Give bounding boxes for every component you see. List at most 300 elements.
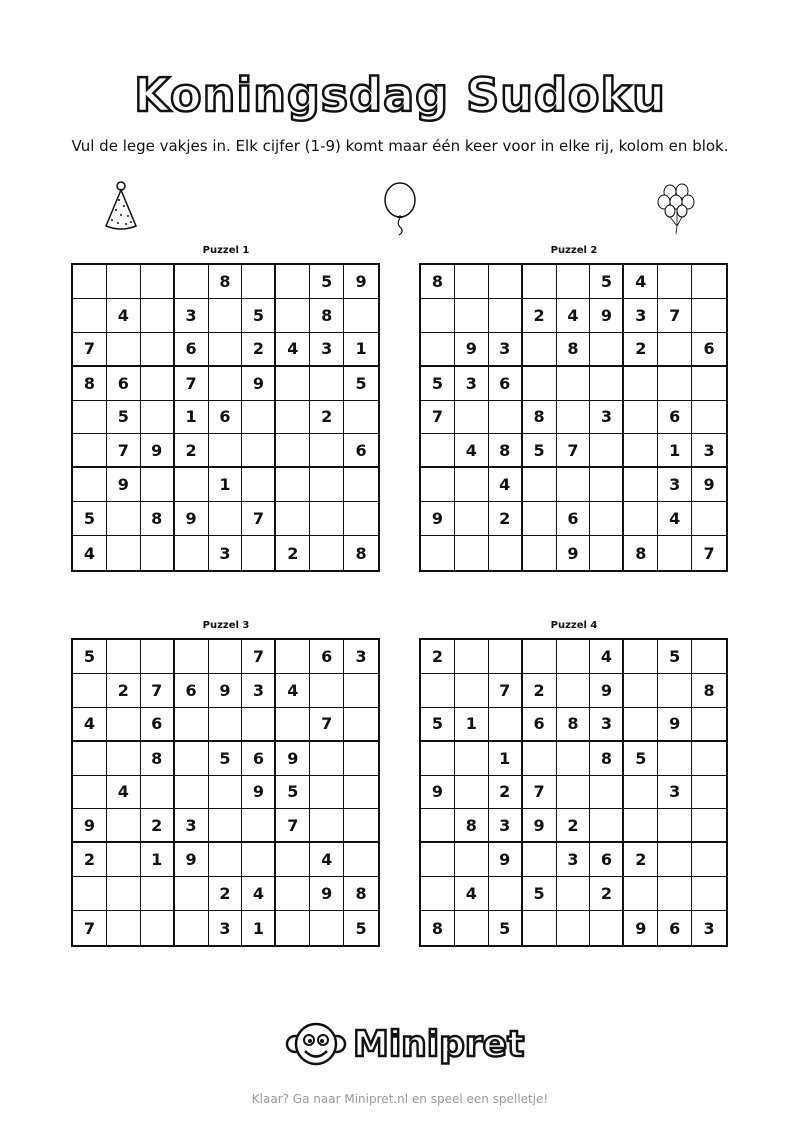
sudoku-cell[interactable]: 6	[209, 401, 243, 435]
sudoku-cell[interactable]	[590, 468, 624, 502]
sudoku-cell[interactable]: 7	[242, 502, 276, 536]
sudoku-cell[interactable]: 7	[421, 401, 455, 435]
sudoku-cell[interactable]	[242, 843, 276, 877]
sudoku-cell[interactable]: 1	[658, 434, 692, 468]
sudoku-cell[interactable]	[107, 843, 141, 877]
sudoku-cell[interactable]	[624, 640, 658, 674]
sudoku-cell[interactable]	[310, 367, 344, 401]
sudoku-cell[interactable]	[523, 502, 557, 536]
sudoku-cell[interactable]	[242, 401, 276, 435]
sudoku-cell[interactable]: 6	[175, 333, 209, 367]
sudoku-cell[interactable]: 3	[658, 776, 692, 810]
sudoku-cell[interactable]	[523, 742, 557, 776]
sudoku-cell[interactable]	[692, 502, 726, 536]
sudoku-cell[interactable]	[455, 299, 489, 333]
sudoku-cell[interactable]	[692, 265, 726, 299]
sudoku-cell[interactable]	[421, 299, 455, 333]
sudoku-cell[interactable]	[523, 367, 557, 401]
sudoku-cell[interactable]	[421, 468, 455, 502]
sudoku-cell[interactable]	[276, 843, 310, 877]
sudoku-cell[interactable]: 3	[344, 640, 378, 674]
sudoku-cell[interactable]	[421, 536, 455, 570]
sudoku-cell[interactable]: 9	[242, 367, 276, 401]
sudoku-cell[interactable]: 5	[590, 265, 624, 299]
sudoku-cell[interactable]	[658, 536, 692, 570]
sudoku-cell[interactable]	[276, 367, 310, 401]
sudoku-cell[interactable]	[344, 674, 378, 708]
sudoku-cell[interactable]: 2	[590, 877, 624, 911]
sudoku-cell[interactable]: 7	[141, 674, 175, 708]
sudoku-cell[interactable]: 5	[73, 502, 107, 536]
sudoku-cell[interactable]	[141, 776, 175, 810]
sudoku-cell[interactable]: 4	[590, 640, 624, 674]
sudoku-cell[interactable]: 8	[624, 536, 658, 570]
sudoku-cell[interactable]: 9	[276, 742, 310, 776]
sudoku-cell[interactable]: 7	[107, 434, 141, 468]
sudoku-cell[interactable]: 6	[658, 911, 692, 945]
sudoku-cell[interactable]	[344, 776, 378, 810]
sudoku-cell[interactable]	[557, 265, 591, 299]
sudoku-cell[interactable]: 5	[523, 434, 557, 468]
sudoku-cell[interactable]: 4	[557, 299, 591, 333]
sudoku-cell[interactable]	[557, 742, 591, 776]
sudoku-cell[interactable]	[242, 434, 276, 468]
sudoku-cell[interactable]: 2	[175, 434, 209, 468]
sudoku-cell[interactable]	[73, 776, 107, 810]
sudoku-cell[interactable]	[624, 502, 658, 536]
sudoku-cell[interactable]	[209, 333, 243, 367]
sudoku-cell[interactable]: 3	[455, 367, 489, 401]
sudoku-cell[interactable]: 9	[310, 877, 344, 911]
sudoku-cell[interactable]	[209, 502, 243, 536]
sudoku-cell[interactable]	[590, 536, 624, 570]
sudoku-cell[interactable]	[489, 877, 523, 911]
sudoku-cell[interactable]	[107, 742, 141, 776]
sudoku-cell[interactable]	[523, 536, 557, 570]
sudoku-cell[interactable]	[141, 265, 175, 299]
sudoku-cell[interactable]: 2	[310, 401, 344, 435]
sudoku-cell[interactable]	[624, 434, 658, 468]
sudoku-cell[interactable]	[421, 674, 455, 708]
sudoku-cell[interactable]: 2	[557, 809, 591, 843]
sudoku-cell[interactable]: 5	[344, 367, 378, 401]
sudoku-cell[interactable]: 8	[557, 333, 591, 367]
sudoku-cell[interactable]: 9	[557, 536, 591, 570]
sudoku-cell[interactable]: 5	[658, 640, 692, 674]
sudoku-cell[interactable]: 6	[557, 502, 591, 536]
sudoku-cell[interactable]: 9	[209, 674, 243, 708]
sudoku-cell[interactable]: 8	[344, 877, 378, 911]
sudoku-cell[interactable]	[658, 333, 692, 367]
sudoku-cell[interactable]	[344, 809, 378, 843]
sudoku-cell[interactable]: 4	[107, 299, 141, 333]
sudoku-cell[interactable]: 5	[523, 877, 557, 911]
sudoku-cell[interactable]: 9	[421, 502, 455, 536]
sudoku-cell[interactable]: 8	[455, 809, 489, 843]
sudoku-cell[interactable]	[209, 776, 243, 810]
sudoku-cell[interactable]: 5	[310, 265, 344, 299]
sudoku-cell[interactable]	[107, 877, 141, 911]
sudoku-cell[interactable]: 3	[310, 333, 344, 367]
sudoku-cell[interactable]	[624, 367, 658, 401]
sudoku-cell[interactable]	[557, 877, 591, 911]
sudoku-cell[interactable]	[141, 536, 175, 570]
sudoku-cell[interactable]	[175, 877, 209, 911]
sudoku-cell[interactable]: 7	[557, 434, 591, 468]
sudoku-cell[interactable]	[455, 911, 489, 945]
sudoku-cell[interactable]: 3	[624, 299, 658, 333]
sudoku-cell[interactable]: 7	[310, 708, 344, 742]
sudoku-cell[interactable]	[692, 367, 726, 401]
sudoku-cell[interactable]	[455, 401, 489, 435]
sudoku-cell[interactable]: 2	[624, 333, 658, 367]
sudoku-cell[interactable]	[107, 536, 141, 570]
sudoku-cell[interactable]	[658, 877, 692, 911]
sudoku-cell[interactable]	[107, 640, 141, 674]
sudoku-cell[interactable]	[658, 809, 692, 843]
sudoku-cell[interactable]	[276, 640, 310, 674]
sudoku-cell[interactable]	[73, 877, 107, 911]
sudoku-cell[interactable]: 6	[310, 640, 344, 674]
sudoku-cell[interactable]: 9	[141, 434, 175, 468]
sudoku-cell[interactable]: 3	[557, 843, 591, 877]
sudoku-cell[interactable]: 5	[624, 742, 658, 776]
sudoku-cell[interactable]	[107, 708, 141, 742]
sudoku-cell[interactable]: 8	[421, 911, 455, 945]
sudoku-cell[interactable]: 5	[489, 911, 523, 945]
sudoku-cell[interactable]	[624, 401, 658, 435]
sudoku-cell[interactable]	[421, 809, 455, 843]
sudoku-cell[interactable]	[557, 468, 591, 502]
sudoku-cell[interactable]	[692, 776, 726, 810]
sudoku-cell[interactable]	[141, 367, 175, 401]
sudoku-cell[interactable]: 8	[209, 265, 243, 299]
sudoku-cell[interactable]: 5	[276, 776, 310, 810]
sudoku-cell[interactable]	[175, 265, 209, 299]
sudoku-cell[interactable]: 4	[107, 776, 141, 810]
sudoku-cell[interactable]	[344, 502, 378, 536]
sudoku-cell[interactable]: 7	[489, 674, 523, 708]
sudoku-cell[interactable]: 2	[107, 674, 141, 708]
sudoku-cell[interactable]: 2	[489, 502, 523, 536]
sudoku-cell[interactable]: 9	[175, 843, 209, 877]
sudoku-cell[interactable]	[624, 674, 658, 708]
sudoku-cell[interactable]: 6	[141, 708, 175, 742]
sudoku-cell[interactable]	[209, 809, 243, 843]
sudoku-cell[interactable]	[141, 468, 175, 502]
sudoku-cell[interactable]: 9	[523, 809, 557, 843]
sudoku-cell[interactable]	[276, 265, 310, 299]
sudoku-cell[interactable]	[209, 843, 243, 877]
sudoku-cell[interactable]	[242, 536, 276, 570]
sudoku-cell[interactable]	[242, 809, 276, 843]
sudoku-cell[interactable]	[489, 401, 523, 435]
sudoku-cell[interactable]	[692, 877, 726, 911]
sudoku-cell[interactable]	[344, 708, 378, 742]
sudoku-cell[interactable]: 2	[73, 843, 107, 877]
sudoku-cell[interactable]: 7	[242, 640, 276, 674]
sudoku-cell[interactable]: 8	[421, 265, 455, 299]
sudoku-cell[interactable]	[242, 468, 276, 502]
sudoku-cell[interactable]: 3	[209, 911, 243, 945]
sudoku-cell[interactable]: 8	[590, 742, 624, 776]
sudoku-cell[interactable]	[455, 674, 489, 708]
sudoku-cell[interactable]: 5	[242, 299, 276, 333]
sudoku-cell[interactable]	[624, 809, 658, 843]
sudoku-cell[interactable]: 7	[703, 543, 715, 563]
sudoku-cell[interactable]: 6	[107, 367, 141, 401]
sudoku-cell[interactable]	[590, 911, 624, 945]
sudoku-cell[interactable]: 2	[421, 640, 455, 674]
sudoku-cell[interactable]	[141, 877, 175, 911]
sudoku-cell[interactable]	[421, 843, 455, 877]
sudoku-cell[interactable]	[141, 911, 175, 945]
sudoku-cell[interactable]	[658, 843, 692, 877]
sudoku-cell[interactable]	[276, 434, 310, 468]
sudoku-cell[interactable]	[455, 468, 489, 502]
sudoku-cell[interactable]	[557, 674, 591, 708]
sudoku-cell[interactable]: 4	[455, 434, 489, 468]
sudoku-cell[interactable]: 2	[489, 776, 523, 810]
sudoku-cell[interactable]: 2	[276, 536, 310, 570]
sudoku-cell[interactable]: 3	[658, 468, 692, 502]
sudoku-cell[interactable]	[310, 468, 344, 502]
sudoku-cell[interactable]	[73, 434, 107, 468]
sudoku-cell[interactable]: 7	[175, 367, 209, 401]
sudoku-cell[interactable]	[344, 299, 378, 333]
sudoku-cell[interactable]	[242, 708, 276, 742]
sudoku-cell[interactable]	[692, 742, 726, 776]
sudoku-cell[interactable]	[344, 401, 378, 435]
sudoku-cell[interactable]: 9	[73, 809, 107, 843]
sudoku-cell[interactable]: 3	[209, 536, 243, 570]
sudoku-cell[interactable]: 4	[73, 536, 107, 570]
sudoku-cell[interactable]	[590, 434, 624, 468]
sudoku-cell[interactable]	[692, 809, 726, 843]
sudoku-cell[interactable]	[107, 809, 141, 843]
sudoku-cell[interactable]	[107, 265, 141, 299]
sudoku-cell[interactable]: 1	[141, 843, 175, 877]
sudoku-cell[interactable]: 2	[523, 674, 557, 708]
sudoku-cell[interactable]	[421, 333, 455, 367]
sudoku-cell[interactable]	[73, 468, 107, 502]
sudoku-cell[interactable]	[141, 640, 175, 674]
sudoku-cell[interactable]: 2	[209, 877, 243, 911]
sudoku-cell[interactable]	[276, 911, 310, 945]
sudoku-cell[interactable]	[310, 742, 344, 776]
sudoku-cell[interactable]: 3	[489, 333, 523, 367]
sudoku-cell[interactable]: 9	[344, 265, 378, 299]
sudoku-cell[interactable]: 6	[489, 367, 523, 401]
sudoku-cell[interactable]	[590, 367, 624, 401]
sudoku-cell[interactable]	[175, 468, 209, 502]
sudoku-cell[interactable]	[557, 911, 591, 945]
sudoku-cell[interactable]: 4	[624, 265, 658, 299]
sudoku-cell[interactable]	[624, 468, 658, 502]
sudoku-cell[interactable]	[489, 299, 523, 333]
sudoku-cell[interactable]	[310, 674, 344, 708]
sudoku-cell[interactable]: 5	[107, 401, 141, 435]
sudoku-cell[interactable]	[523, 265, 557, 299]
sudoku-cell[interactable]: 3	[590, 708, 624, 742]
sudoku-cell[interactable]: 2	[141, 809, 175, 843]
sudoku-cell[interactable]	[421, 434, 455, 468]
sudoku-cell[interactable]	[73, 265, 107, 299]
sudoku-cell[interactable]	[455, 640, 489, 674]
sudoku-cell[interactable]	[310, 776, 344, 810]
sudoku-cell[interactable]	[590, 502, 624, 536]
sudoku-cell[interactable]: 5	[421, 708, 455, 742]
sudoku-cell[interactable]	[455, 742, 489, 776]
sudoku-cell[interactable]	[523, 468, 557, 502]
sudoku-cell[interactable]	[73, 299, 107, 333]
sudoku-cell[interactable]	[455, 536, 489, 570]
sudoku-cell[interactable]: 6	[242, 742, 276, 776]
sudoku-cell[interactable]: 7	[523, 776, 557, 810]
sudoku-cell[interactable]	[692, 401, 726, 435]
sudoku-cell[interactable]	[421, 877, 455, 911]
sudoku-cell[interactable]	[276, 502, 310, 536]
sudoku-cell[interactable]: 5	[421, 367, 455, 401]
sudoku-cell[interactable]: 4	[276, 674, 310, 708]
sudoku-cell[interactable]	[175, 911, 209, 945]
sudoku-cell[interactable]	[107, 333, 141, 367]
sudoku-cell[interactable]: 9	[242, 776, 276, 810]
sudoku-cell[interactable]	[175, 536, 209, 570]
sudoku-cell[interactable]: 6	[344, 434, 378, 468]
sudoku-cell[interactable]	[557, 401, 591, 435]
sudoku-cell[interactable]: 4	[310, 843, 344, 877]
sudoku-cell[interactable]: 3	[175, 299, 209, 333]
sudoku-cell[interactable]	[658, 265, 692, 299]
sudoku-cell[interactable]: 2	[523, 299, 557, 333]
sudoku-cell[interactable]	[523, 333, 557, 367]
sudoku-cell[interactable]: 7	[276, 809, 310, 843]
sudoku-cell[interactable]: 9	[175, 502, 209, 536]
sudoku-cell[interactable]: 3	[590, 401, 624, 435]
sudoku-cell[interactable]	[175, 742, 209, 776]
sudoku-cell[interactable]	[344, 843, 378, 877]
sudoku-cell[interactable]: 7	[658, 299, 692, 333]
sudoku-cell[interactable]: 4	[658, 502, 692, 536]
sudoku-cell[interactable]	[455, 776, 489, 810]
sudoku-cell[interactable]: 9	[489, 843, 523, 877]
sudoku-cell[interactable]	[489, 708, 523, 742]
sudoku-cell[interactable]: 8	[310, 299, 344, 333]
sudoku-cell[interactable]	[692, 843, 726, 877]
sudoku-cell[interactable]	[310, 536, 344, 570]
sudoku-cell[interactable]	[141, 401, 175, 435]
sudoku-cell[interactable]: 9	[692, 468, 726, 502]
sudoku-cell[interactable]	[455, 265, 489, 299]
sudoku-cell[interactable]	[175, 640, 209, 674]
sudoku-cell[interactable]: 6	[658, 401, 692, 435]
sudoku-cell[interactable]	[175, 776, 209, 810]
sudoku-cell[interactable]	[421, 742, 455, 776]
sudoku-cell[interactable]: 5	[209, 742, 243, 776]
sudoku-cell[interactable]	[310, 502, 344, 536]
sudoku-cell[interactable]	[624, 877, 658, 911]
sudoku-cell[interactable]: 9	[455, 333, 489, 367]
sudoku-cell[interactable]: 2	[624, 843, 658, 877]
sudoku-cell[interactable]	[523, 843, 557, 877]
sudoku-cell[interactable]	[73, 674, 107, 708]
sudoku-cell[interactable]	[523, 640, 557, 674]
sudoku-cell[interactable]: 8	[141, 502, 175, 536]
sudoku-cell[interactable]	[310, 911, 344, 945]
sudoku-cell[interactable]	[209, 367, 243, 401]
sudoku-cell[interactable]: 1	[455, 708, 489, 742]
sudoku-cell[interactable]	[489, 265, 523, 299]
sudoku-cell[interactable]	[344, 742, 378, 776]
sudoku-cell[interactable]: 3	[692, 434, 726, 468]
sudoku-cell[interactable]	[489, 640, 523, 674]
sudoku-cell[interactable]	[276, 299, 310, 333]
sudoku-cell[interactable]	[455, 843, 489, 877]
sudoku-cell[interactable]: 4	[242, 877, 276, 911]
sudoku-cell[interactable]	[107, 911, 141, 945]
sudoku-cell[interactable]	[658, 367, 692, 401]
sudoku-cell[interactable]: 1	[489, 742, 523, 776]
sudoku-cell[interactable]	[209, 434, 243, 468]
sudoku-cell[interactable]: 3	[703, 918, 715, 938]
sudoku-cell[interactable]	[557, 640, 591, 674]
sudoku-cell[interactable]: 9	[590, 674, 624, 708]
sudoku-cell[interactable]: 4	[455, 877, 489, 911]
sudoku-cell[interactable]	[489, 536, 523, 570]
sudoku-cell[interactable]: 4	[489, 468, 523, 502]
sudoku-cell[interactable]	[523, 911, 557, 945]
sudoku-cell[interactable]	[692, 640, 726, 674]
sudoku-cell[interactable]: 1	[242, 911, 276, 945]
sudoku-cell[interactable]	[692, 299, 726, 333]
sudoku-cell[interactable]: 9	[624, 911, 658, 945]
sudoku-cell[interactable]	[557, 367, 591, 401]
sudoku-cell[interactable]: 6	[523, 708, 557, 742]
sudoku-cell[interactable]: 9	[590, 299, 624, 333]
sudoku-cell[interactable]: 3	[489, 809, 523, 843]
sudoku-cell[interactable]	[242, 265, 276, 299]
sudoku-cell[interactable]	[624, 776, 658, 810]
sudoku-cell[interactable]	[557, 776, 591, 810]
sudoku-cell[interactable]	[310, 434, 344, 468]
sudoku-cell[interactable]	[276, 468, 310, 502]
sudoku-cell[interactable]: 8	[73, 367, 107, 401]
sudoku-cell[interactable]: 3	[242, 674, 276, 708]
sudoku-cell[interactable]: 6	[590, 843, 624, 877]
sudoku-cell[interactable]	[590, 333, 624, 367]
sudoku-cell[interactable]	[590, 776, 624, 810]
sudoku-cell[interactable]	[590, 809, 624, 843]
sudoku-cell[interactable]	[455, 502, 489, 536]
sudoku-cell[interactable]	[276, 708, 310, 742]
sudoku-cell[interactable]	[624, 708, 658, 742]
sudoku-cell[interactable]	[107, 502, 141, 536]
sudoku-cell[interactable]	[73, 401, 107, 435]
sudoku-cell[interactable]	[209, 708, 243, 742]
sudoku-cell[interactable]: 4	[73, 708, 107, 742]
sudoku-cell[interactable]: 7	[73, 911, 107, 945]
sudoku-cell[interactable]: 5	[355, 918, 367, 938]
sudoku-cell[interactable]	[141, 299, 175, 333]
sudoku-cell[interactable]: 8	[523, 401, 557, 435]
sudoku-cell[interactable]: 8	[355, 543, 367, 563]
sudoku-cell[interactable]: 9	[421, 776, 455, 810]
sudoku-cell[interactable]: 5	[73, 640, 107, 674]
sudoku-cell[interactable]: 2	[242, 333, 276, 367]
sudoku-cell[interactable]	[141, 333, 175, 367]
sudoku-cell[interactable]	[658, 674, 692, 708]
